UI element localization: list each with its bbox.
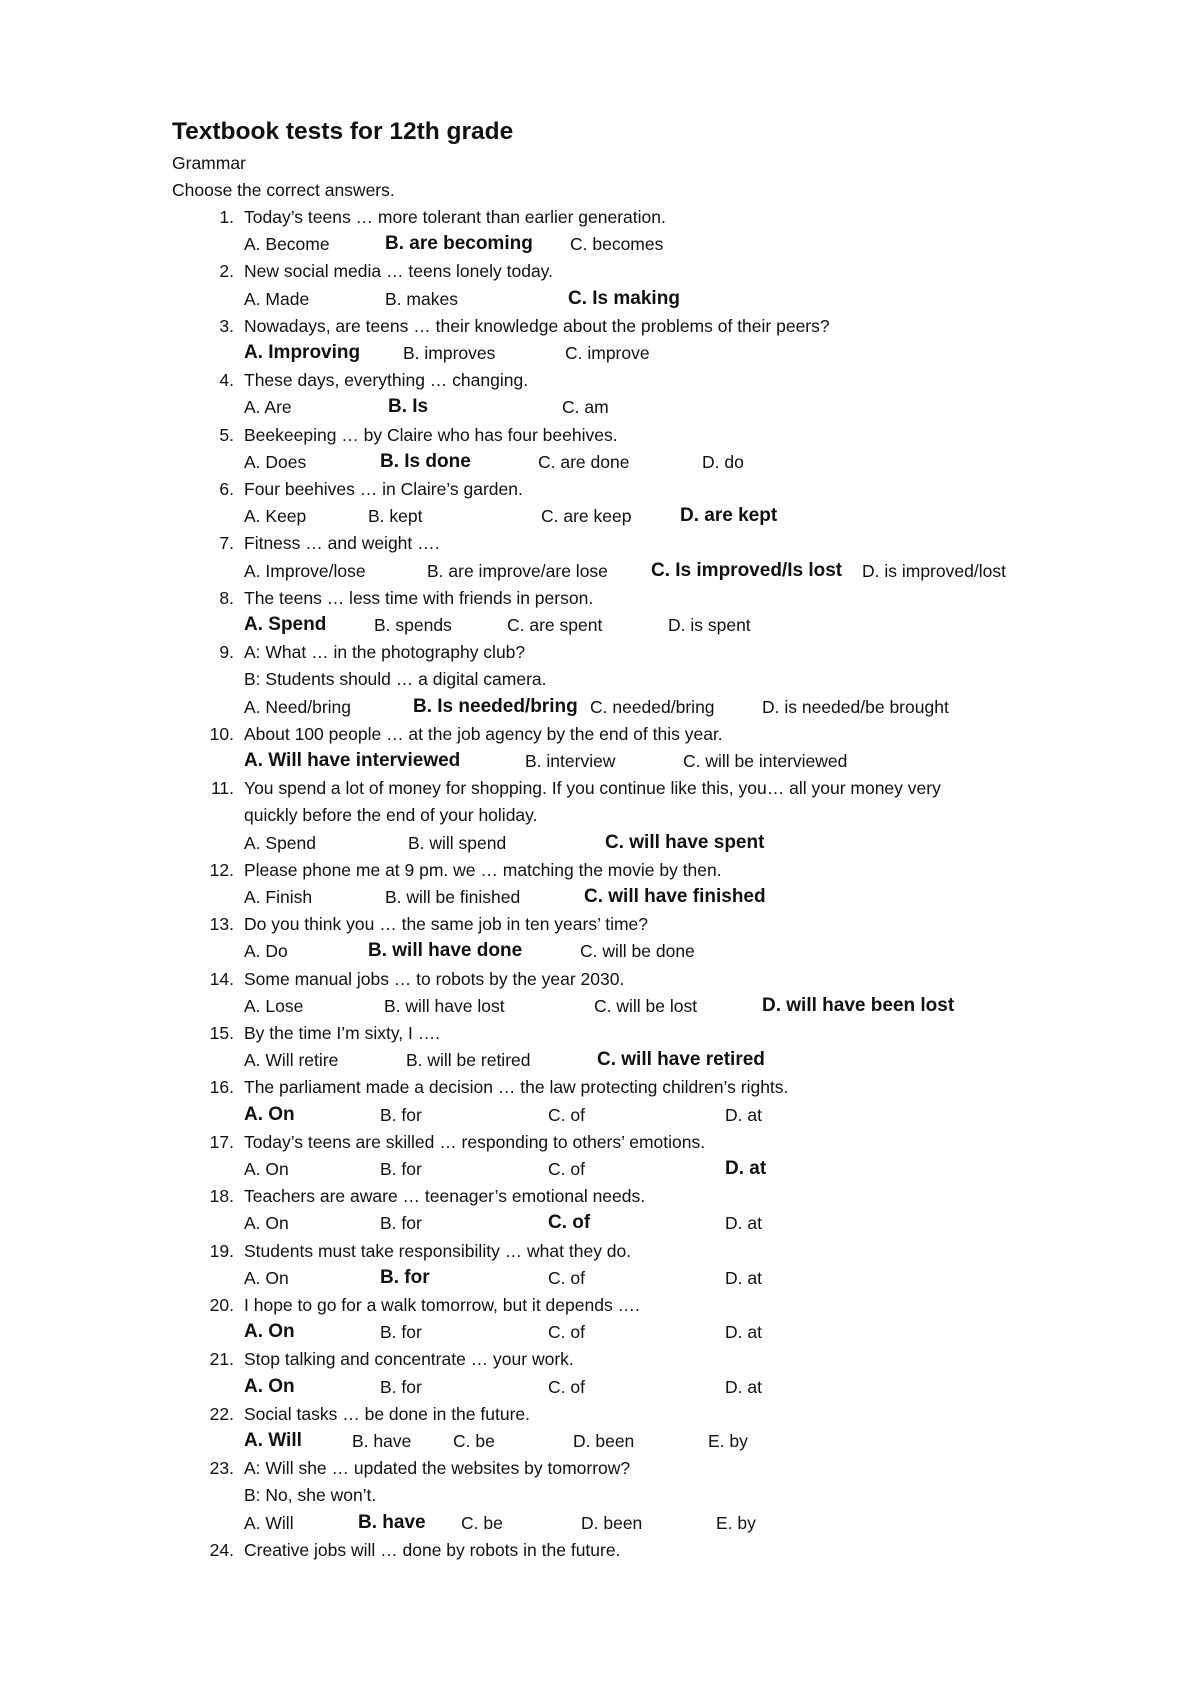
question-number: 18. bbox=[209, 1186, 234, 1207]
answer-option: A. On bbox=[244, 1267, 289, 1288]
question-number: 8. bbox=[219, 587, 234, 608]
answer-option-correct: D. at bbox=[725, 1158, 767, 1179]
answer-option: B. for bbox=[380, 1376, 422, 1397]
answer-option: B. will be finished bbox=[385, 887, 521, 907]
answer-option: D. at bbox=[725, 1322, 762, 1343]
answer-option: C. are done bbox=[538, 451, 630, 472]
question-number: 19. bbox=[209, 1240, 234, 1261]
question-text: Teachers are aware … teenager’s emotional needs. bbox=[244, 1186, 646, 1207]
answer-option-correct: B. Is done bbox=[380, 450, 471, 472]
answer-option: C. be bbox=[453, 1431, 495, 1451]
question-number: 24. bbox=[209, 1539, 234, 1560]
question-number: 22. bbox=[209, 1403, 234, 1424]
answer-option: C. will be interviewed bbox=[683, 751, 848, 771]
answer-option: C. becomes bbox=[570, 234, 664, 255]
answer-option: B. for bbox=[380, 1322, 422, 1343]
answer-option: C. improve bbox=[565, 343, 650, 363]
question-text: Social tasks … be done in the future. bbox=[244, 1403, 530, 1424]
answer-option: A. Lose bbox=[244, 995, 304, 1016]
answer-option: D. at bbox=[725, 1376, 762, 1397]
answer-option: A. Does bbox=[244, 451, 307, 472]
question-text: These days, everything … changing. bbox=[244, 370, 529, 391]
question-number: 21. bbox=[209, 1349, 234, 1370]
answer-option-correct: A. On bbox=[244, 1321, 295, 1343]
question-number: 2. bbox=[219, 261, 234, 282]
answer-option-correct: C. of bbox=[548, 1212, 591, 1234]
answer-option: B. have bbox=[352, 1431, 412, 1451]
answer-option: D. is improved/lost bbox=[862, 560, 1006, 581]
answer-option: A. Need/bring bbox=[244, 696, 352, 717]
answer-option-correct: A. On bbox=[244, 1375, 295, 1397]
instruction-text: Choose the correct answers. bbox=[172, 180, 395, 200]
question-text: The parliament made a decision … the law protecting children’s rights. bbox=[244, 1077, 789, 1098]
question-text: By the time I’m sixty, I …. bbox=[244, 1023, 441, 1043]
question-number: 11. bbox=[210, 778, 234, 799]
section-label: Grammar bbox=[172, 153, 246, 173]
answer-option-correct: B. for bbox=[380, 1266, 430, 1288]
question-text: Do you think you … the same job in ten years’ time? bbox=[244, 914, 648, 935]
answer-option: C. are spent bbox=[507, 615, 603, 635]
answer-option-correct: C. Is improved/Is lost bbox=[651, 559, 843, 581]
answer-option: A. Finish bbox=[244, 887, 313, 907]
question-number: 10. bbox=[209, 723, 234, 744]
answer-option: C. of bbox=[548, 1267, 585, 1288]
question-text: I hope to go for a walk tomorrow, but it depends …. bbox=[244, 1295, 640, 1315]
question-number: 23. bbox=[209, 1458, 234, 1479]
answer-option: C. am bbox=[562, 397, 609, 418]
question-text: Some manual jobs … to robots by the year 2030. bbox=[244, 968, 625, 989]
question-text: Today’s teens … more tolerant than earlier generation. bbox=[244, 207, 666, 227]
answer-option: C. will be lost bbox=[594, 995, 698, 1016]
answer-option: B. for bbox=[380, 1159, 422, 1179]
question-number: 13. bbox=[209, 914, 234, 935]
answer-option: D. been bbox=[573, 1431, 635, 1451]
question-number: 6. bbox=[219, 479, 234, 499]
answer-option: C. needed/bring bbox=[590, 696, 715, 717]
answer-option: A. Spend bbox=[244, 832, 316, 853]
answer-option-correct: B. have bbox=[358, 1511, 426, 1533]
answer-option: D. is needed/be brought bbox=[762, 696, 949, 717]
answer-option: B. spends bbox=[374, 615, 452, 635]
question-number: 16. bbox=[209, 1077, 234, 1098]
answer-option-correct: A. Spend bbox=[244, 614, 327, 635]
answer-option: B. for bbox=[380, 1213, 422, 1234]
answer-option-correct: C. will have retired bbox=[597, 1049, 765, 1071]
answer-option: D. at bbox=[725, 1104, 762, 1125]
page-title: Textbook tests for 12th grade bbox=[172, 118, 514, 145]
question-text: Nowadays, are teens … their knowledge about the problems of their peers? bbox=[244, 315, 830, 336]
answer-option: A. On bbox=[244, 1159, 289, 1179]
question-text: Students must take responsibility … what they do. bbox=[244, 1240, 632, 1261]
question-text: Stop talking and concentrate … your work. bbox=[244, 1349, 574, 1370]
question-text: quickly before the end of your holiday. bbox=[244, 805, 538, 826]
answer-option: A. Keep bbox=[244, 506, 307, 527]
answer-option-correct: A. Will have interviewed bbox=[244, 750, 461, 771]
question-number: 20. bbox=[209, 1295, 234, 1315]
answer-option-correct: B. Is bbox=[388, 396, 429, 418]
answer-option: D. at bbox=[725, 1213, 762, 1234]
question-number: 4. bbox=[219, 370, 234, 391]
answer-option: D. do bbox=[702, 451, 744, 472]
question-number: 1. bbox=[219, 207, 234, 227]
answer-option: A. Become bbox=[244, 234, 330, 255]
answer-option: E. by bbox=[708, 1431, 748, 1451]
answer-option: A. Will retire bbox=[244, 1050, 339, 1071]
answer-option: E. by bbox=[716, 1512, 756, 1533]
question-number: 12. bbox=[209, 859, 234, 880]
answer-option: B. interview bbox=[525, 751, 616, 771]
question-number: 14. bbox=[209, 968, 234, 989]
question-number: 15. bbox=[209, 1023, 234, 1043]
answer-option: C. be bbox=[461, 1512, 503, 1533]
answer-option: B. improves bbox=[403, 343, 496, 363]
answer-option: C. of bbox=[548, 1322, 585, 1343]
answer-option: A. Will bbox=[244, 1512, 294, 1533]
answer-option-correct: D. will have been lost bbox=[762, 994, 955, 1016]
answer-option: C. are keep bbox=[541, 506, 632, 527]
answer-option-correct: B. Is needed/bring bbox=[413, 695, 578, 717]
question-text: Four beehives … in Claire’s garden. bbox=[244, 479, 523, 499]
answer-option-correct: C. will have finished bbox=[584, 886, 766, 907]
question-text: Beekeeping … by Claire who has four beehives. bbox=[244, 424, 618, 445]
answer-option: A. On bbox=[244, 1213, 289, 1234]
answer-option: D. is spent bbox=[668, 615, 751, 635]
question-text: Today’s teens are skilled … responding to others’ emotions. bbox=[244, 1131, 706, 1152]
question-number: 3. bbox=[219, 315, 234, 336]
question-number: 17. bbox=[209, 1131, 234, 1152]
answer-option: D. been bbox=[581, 1512, 643, 1533]
answer-option-correct: C. will have spent bbox=[605, 831, 765, 853]
question-text: A: Will she … updated the websites by tomorrow? bbox=[244, 1458, 631, 1479]
answer-option: B. kept bbox=[368, 506, 423, 527]
answer-option: C. of bbox=[548, 1104, 585, 1125]
answer-option: B. for bbox=[380, 1104, 422, 1125]
question-text: About 100 people … at the job agency by the end of this year. bbox=[244, 723, 723, 744]
question-text: B: No, she won’t. bbox=[244, 1485, 377, 1506]
answer-option: B. will be retired bbox=[406, 1050, 531, 1071]
question-number: 9. bbox=[219, 642, 234, 663]
answer-option-correct: D. are kept bbox=[680, 505, 778, 527]
answer-option: A. Made bbox=[244, 288, 310, 309]
answer-option-correct: C. Is making bbox=[568, 287, 680, 309]
answer-option-correct: A. Improving bbox=[244, 342, 361, 363]
answer-option-correct: B. are becoming bbox=[385, 233, 533, 255]
answer-option-correct: A. Will bbox=[244, 1430, 302, 1451]
answer-option-correct: A. On bbox=[244, 1103, 295, 1125]
answer-option: A. Are bbox=[244, 397, 292, 418]
question-text: You spend a lot of money for shopping. If you continue like this, you… all your money very bbox=[244, 778, 941, 799]
answer-option: C. will be done bbox=[580, 941, 695, 962]
answer-option: C. of bbox=[548, 1159, 585, 1179]
question-text: Fitness … and weight …. bbox=[244, 533, 440, 554]
question-text: Please phone me at 9 pm. we … matching the movie by then. bbox=[244, 859, 722, 880]
question-text: A: What … in the photography club? bbox=[244, 642, 526, 663]
question-number: 7. bbox=[219, 533, 234, 554]
question-text: Creative jobs will … done by robots in the future. bbox=[244, 1539, 621, 1560]
answer-option: C. of bbox=[548, 1376, 585, 1397]
answer-option: A. Improve/lose bbox=[244, 560, 366, 581]
answer-option: B. will spend bbox=[408, 832, 507, 853]
answer-option: D. at bbox=[725, 1267, 762, 1288]
answer-option: A. Do bbox=[244, 941, 288, 962]
question-text: New social media … teens lonely today. bbox=[244, 261, 553, 282]
question-text: B: Students should … a digital camera. bbox=[244, 669, 547, 690]
question-text: The teens … less time with friends in person. bbox=[244, 587, 594, 608]
answer-option: B. are improve/are lose bbox=[427, 560, 608, 581]
answer-option: B. will have lost bbox=[384, 995, 505, 1016]
answer-option-correct: B. will have done bbox=[368, 940, 523, 962]
question-number: 5. bbox=[219, 424, 234, 445]
answer-option: B. makes bbox=[385, 288, 458, 309]
